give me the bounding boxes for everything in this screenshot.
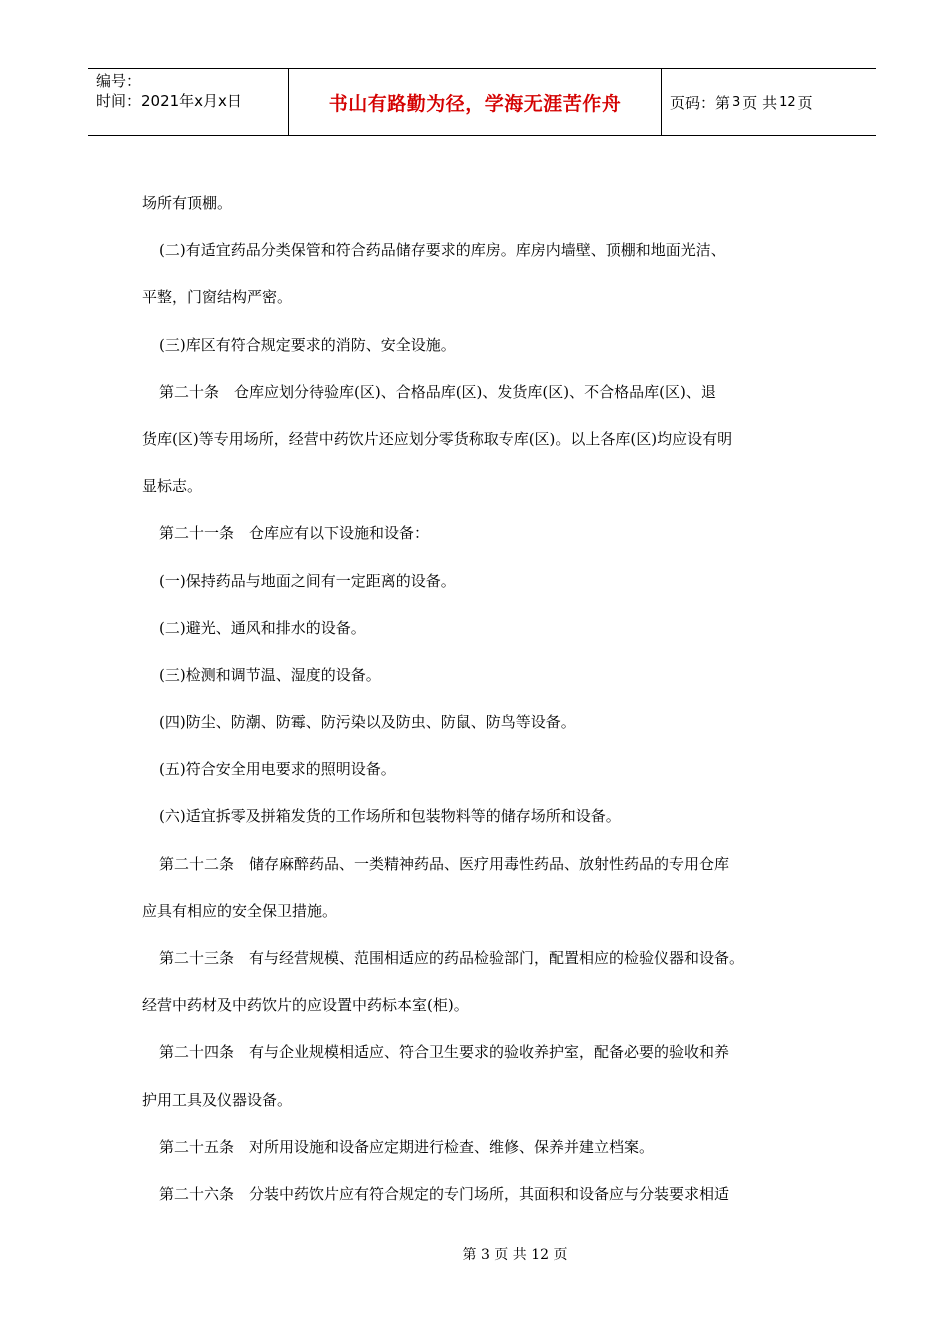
body-paragraph: (三)检测和调节温、湿度的设备。 [159, 665, 381, 684]
page-footer: 第 3 页 共 12 页 [462, 1247, 568, 1263]
body-paragraph: 第二十条 仓库应划分待验库(区)、合格品库(区)、发货库(区)、不合格品库(区)、退 [159, 382, 716, 401]
body-paragraph: 应具有相应的安全保卫措施。 [142, 901, 338, 920]
body-paragraph: 货库(区)等专用场所，经营中药饮片还应划分零货称取专库(区)。以上各库(区)均应设有明 [142, 429, 733, 448]
body-paragraph: 第二十四条 有与企业规模相适应、符合卫生要求的验收养护室，配备必要的验收和养 [159, 1043, 730, 1062]
document-date-label: 时间：2021年x月x日 [96, 92, 242, 110]
body-paragraph: (一)保持药品与地面之间有一定距离的设备。 [159, 571, 456, 590]
body-paragraph: 第二十三条 有与经营规模、范围相适应的药品检验部门，配置相应的检验仪器和设备。 [159, 949, 745, 967]
page-suffix: 页 [797, 93, 813, 112]
header-divider [661, 69, 662, 135]
body-paragraph: 场所有顶棚。 [142, 194, 233, 212]
body-paragraph: (二)避光、通风和排水的设备。 [159, 618, 366, 637]
document-body [142, 188, 782, 1226]
body-paragraph: 护用工具及仪器设备。 [142, 1090, 293, 1109]
body-paragraph: (五)符合安全用电要求的照明设备。 [159, 760, 396, 779]
document-number-label: 编号： [96, 72, 142, 90]
page-current: 3 [732, 94, 741, 110]
header-page-number [670, 69, 813, 135]
page-total: 12 [779, 94, 796, 110]
header-meta [96, 71, 286, 111]
body-paragraph: (四)防尘、防潮、防霉、防污染以及防虫、防鼠、防鸟等设备。 [159, 713, 576, 732]
body-paragraph: (三)库区有符合规定要求的消防、安全设施。 [159, 335, 456, 354]
page-mid: 页 共 [742, 93, 778, 112]
header-motto: 书山有路勤为径，学海无涯苦作舟 [328, 92, 622, 115]
body-paragraph: (二)有适宜药品分类保管和符合药品储存要求的库房。库房内墙壁、顶棚和地面光洁、 [159, 241, 726, 260]
page-header [88, 68, 876, 136]
body-paragraph: (六)适宜拆零及拼箱发货的工作场所和包装物料等的储存场所和设备。 [159, 807, 621, 826]
body-paragraph: 第二十五条 对所用设施和设备应定期进行检查、维修、保养并建立档案。 [159, 1137, 655, 1156]
body-paragraph: 第二十一条 仓库应有以下设施和设备： [159, 524, 430, 543]
body-paragraph: 显标志。 [142, 477, 203, 496]
body-paragraph: 第二十六条 分装中药饮片应有符合规定的专门场所，其面积和设备应与分装要求相适 [159, 1184, 730, 1203]
body-paragraph: 经营中药材及中药饮片的应设置中药标本室(柜)。 [142, 996, 469, 1015]
body-paragraph: 第二十二条 储存麻醉药品、一类精神药品、医疗用毒性药品、放射性药品的专用仓库 [159, 854, 730, 873]
page-prefix: 页码：第 [670, 93, 731, 112]
body-paragraph: 平整，门窗结构严密。 [142, 288, 293, 307]
